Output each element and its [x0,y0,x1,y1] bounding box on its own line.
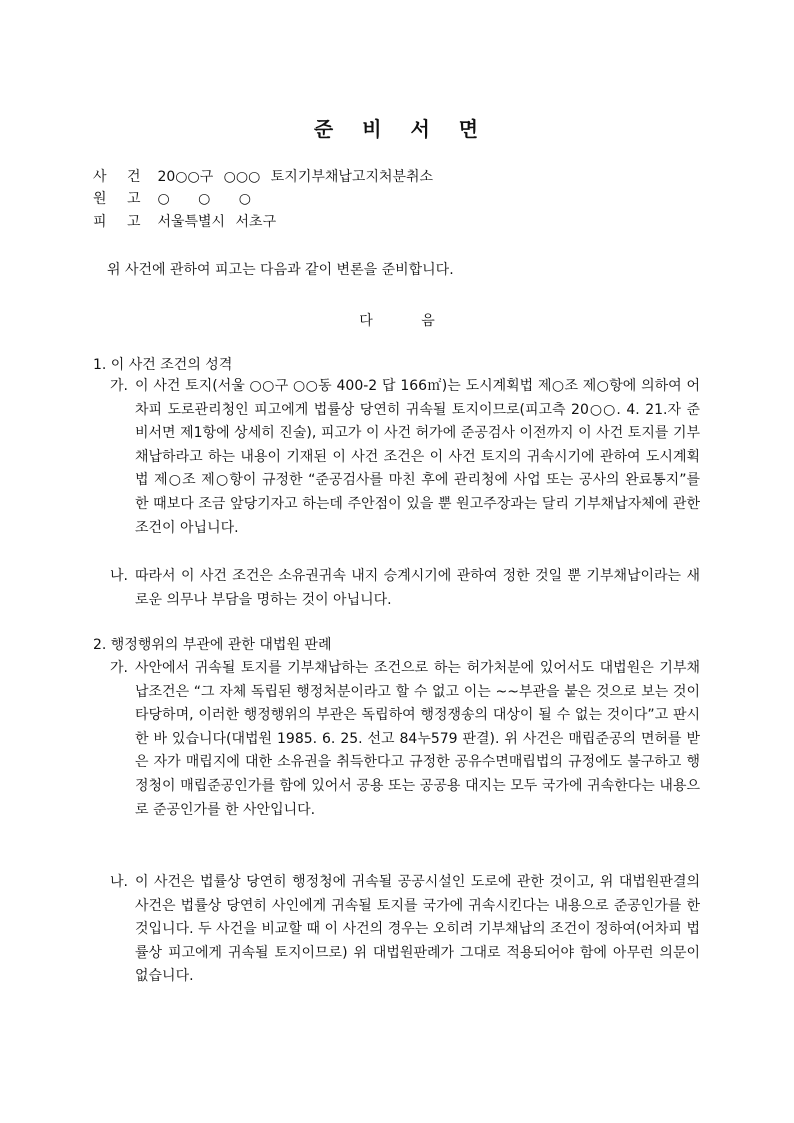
item-marker: 가. [110,378,128,394]
item-text: 따라서 이 사건 조건은 소유권귀속 내지 승계시기에 관하여 정한 것일 뿐 기부채납이라는 새로운 의무나 부담을 명하는 것이 아닙니다. [135,568,700,608]
item-text: 이 사건 토지(서울 ○○구 ○○동 400-2 답 166㎡)는 도시계획법 제○조 제○항에 의하여 어차피 도로관리청인 피고에게 법률상 당연히 귀속될 토지이므로(피고측 20○○. 4. 21.자 준비서면 제1항에 상세히 진술), 피고가 이 사건 허가에 준공검사 이전까지 이 사건 토지를 기부채납하라고 하는 내용이 기재된 이 사건 조건은 이 사건 토지의 귀속시기에 관하여 도시계획법 제○조 제○항이 규정한 “준공검사를 마친 후에 관리청에 사업 또는 공사의 완료통지”를 한 때보다 조금 앞당기자고 하는데 주안점이 있을 뿐 원고주장과는 달리 기부채납자체에 관한 조건이 아닙니다. [135,378,700,536]
item-text: 이 사건은 법률상 당연히 행정청에 귀속될 공공시설인 도로에 관한 것이고, 위 대법원판결의 사건은 법률상 당연히 사인에게 귀속될 토지를 국가에 귀속시킨다는 내용으로 준공인가를 한 것입니다. 두 사건을 비교할 때 이 사건의 경우는 오히려 기부채납의 조건이 정하여(어차피 법률상 피고에게 귀속될 토지이므로) 위 대법원판례가 그대로 적용되어야 함에 아무런 의문이 없습니다. [135,874,700,985]
section-2-item-a [110,657,700,822]
meta-row-defendant [93,211,276,233]
item-marker: 나. [110,568,128,584]
da-eum-heading: 다 음 [359,313,435,329]
item-marker: 나. [110,874,128,890]
meta-row-case [93,166,433,188]
section-1-item-a [110,375,700,540]
meta-value: 서울특별시 서초구 [157,214,277,230]
section-heading-2: 2. 행정행위의 부관에 관한 대법원 판례 [93,637,332,653]
meta-label: 피 고 [93,214,141,230]
section-heading-1: 1. 이 사건 조건의 성격 [93,357,233,373]
meta-label: 원 고 [93,191,141,207]
meta-value: 20○○구 ○○○ 토지기부채납고지처분취소 [157,169,434,185]
item-text: 사안에서 귀속될 토지를 기부채납하는 조건으로 하는 허가처분에 있어서도 대법원은 기부채납조건은 “그 자체 독립된 행정처분이라고 할 수 없고 이는 ~~부관을 붙은 것으로 보는 것이 타당하며, 이러한 행정행위의 부관은 독립하여 행정쟁송의 대상이 될 수 없는 것이다”고 판시한 바 있습니다(대법원 1985. 6. 25. 선고 84누579 판결). 위 사건은 매립준공의 면허를 받은 자가 매립지에 대한 소유권을 취득한다고 규정한 공유수면매립법의 규정에도 불구하고 행정청이 매립준공인가를 함에 있어서 공용 또는 공공용 대지는 모두 국가에 귀속한다는 내용으로 준공인가를 한 사안입니다. [135,660,700,818]
item-marker: 가. [110,660,128,676]
section-1-item-b [110,565,700,612]
meta-value: ○ ○ ○ [157,191,252,207]
document-title: 준 비 서 면 [313,117,481,141]
meta-label: 사 건 [93,169,141,185]
meta-row-plaintiff [93,188,251,210]
intro-paragraph: 위 사건에 관하여 피고는 다음과 같이 변론을 준비합니다. [107,262,454,278]
section-2-item-b [110,871,700,989]
